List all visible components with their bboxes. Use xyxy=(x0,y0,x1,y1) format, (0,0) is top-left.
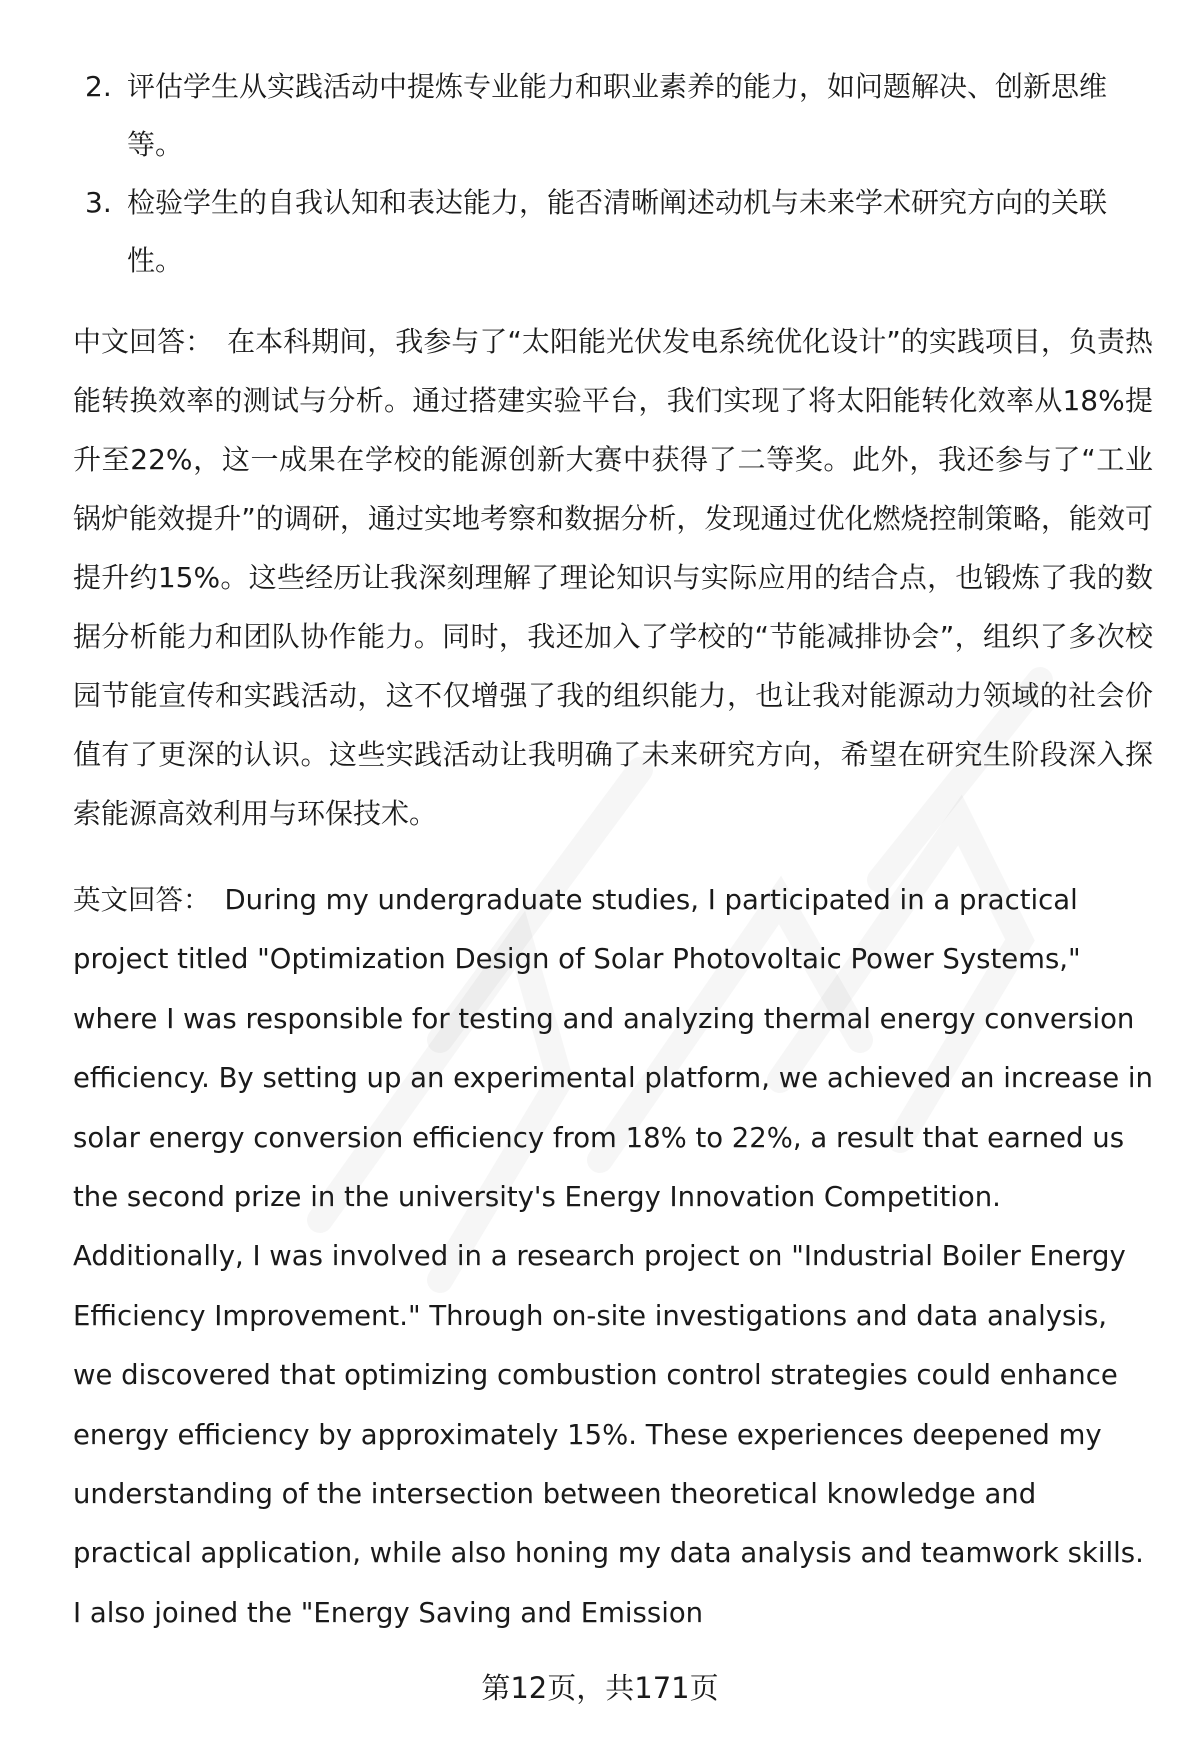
chinese-answer xyxy=(73,312,1153,843)
english-answer xyxy=(73,871,1153,1643)
chinese-answer-label: 中文回答： xyxy=(73,325,214,358)
list-number: 3. xyxy=(85,186,112,219)
list-number: 2. xyxy=(85,70,112,103)
document-page xyxy=(73,58,1153,1671)
english-answer-text: During my undergraduate studies, I participated in a practical project titled "Optimization Design of Solar Photovoltaic Power Systems," where I was responsible for testing and analyzing thermal energy conversion efficiency. By setting up an experimental platform, we achieved an increase in solar energy conversion efficiency from 18% to 22%, a result that earned us the second prize in the university's Energy Innovation Competition. Additionally, I was involved in a research project on "Industrial Boiler Energy Efficiency Improvement." Through on-site investigations and data analysis, we discovered that optimizing combustion control strategies could enhance energy efficiency by approximately 15%. These experiences deepened my understanding of the intersection between theoretical knowledge and practical application, while also honing my data analysis and teamwork skills. I also joined the "Energy Saving and Emission xyxy=(73,884,1153,1629)
english-answer-label: 英文回答： xyxy=(73,884,211,916)
page-footer: 第12页，共171页 xyxy=(481,1671,719,1705)
list-text: 评估学生从实践活动中提炼专业能力和职业素养的能力，如问题解决、创新思维等。 xyxy=(127,70,1108,161)
list-item xyxy=(73,58,1153,174)
list-item xyxy=(73,174,1153,290)
list-text: 检验学生的自我认知和表达能力，能否清晰阐述动机与未来学术研究方向的关联性。 xyxy=(127,186,1108,277)
criteria-list xyxy=(73,58,1153,290)
chinese-answer-text: 在本科期间，我参与了“太阳能光伏发电系统优化设计”的实践项目，负责热能转换效率的测试与分析。通过搭建实验平台，我们实现了将太阳能转化效率从18%提升至22%，这一成果在学校的能源创新大赛中获得了二等奖。此外，我还参与了“工业锅炉能效提升”的调研，通过实地考察和数据分析，发现通过优化燃烧控制策略，能效可提升约15%。这些经历让我深刻理解了理论知识与实际应用的结合点，也锻炼了我的数据分析能力和团队协作能力。同时，我还加入了学校的“节能减排协会”，组织了多次校园节能宣传和实践活动，这不仅增强了我的组织能力，也让我对能源动力领域的社会价值有了更深的认识。这些实践活动让我明确了未来研究方向，希望在研究生阶段深入探索能源高效利用与环保技术。 xyxy=(73,325,1153,830)
